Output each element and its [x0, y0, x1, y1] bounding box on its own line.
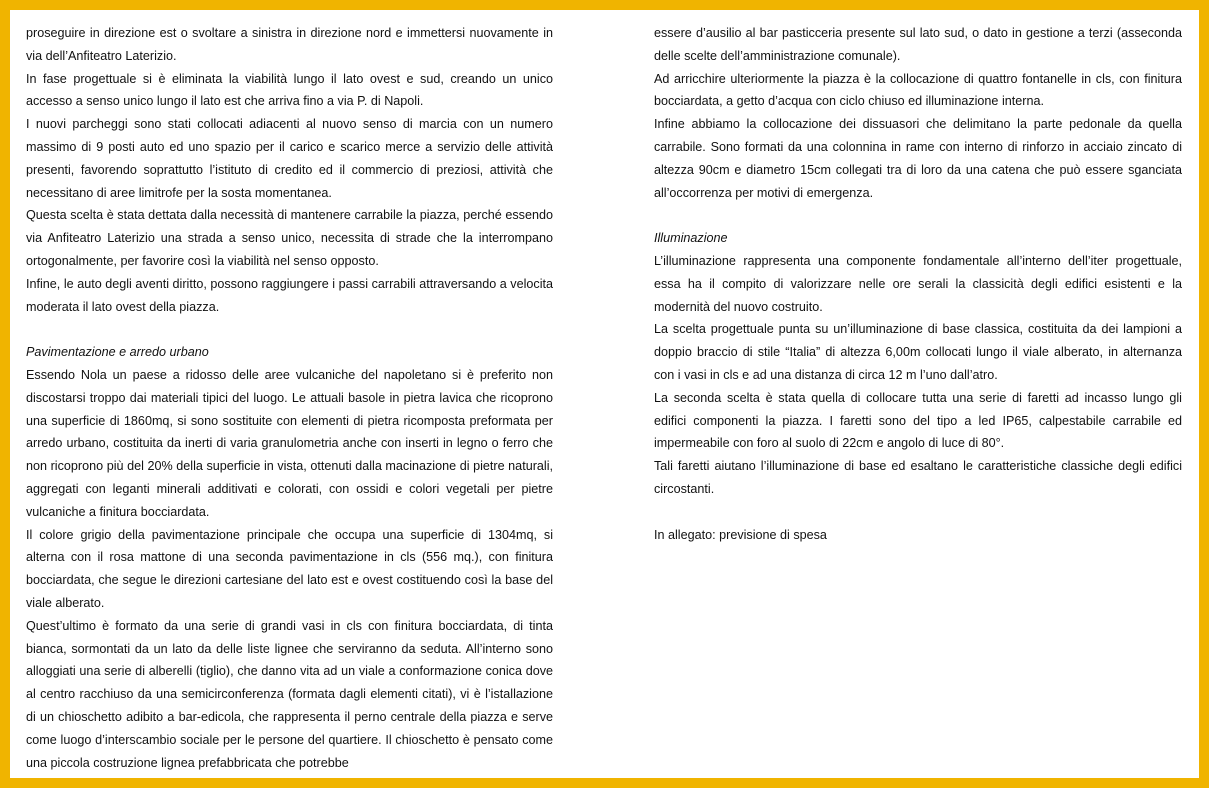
section-heading-paving: Pavimentazione e arredo urbano	[26, 345, 209, 360]
paragraph: Questa scelta è stata dettata dalla necessità di mantenere carrabile la piazza, perché essendo via Anfiteatro Laterizio una strada a senso unico, necessita di strade che la interrompano ortogonalmente, per favorire così la viabilità nel senso opposto.	[26, 208, 553, 268]
right-column	[654, 22, 1182, 546]
paragraph: Essendo Nola un paese a ridosso delle aree vulcaniche del napoletano si è preferito non discostarsi troppo dai materiali tipici del luogo. Le attuali basole in pietra lavica che ricoprono una superficie di 1860mq, si sono sostituite con elementi di pietra ricomposta preformata per arredo urbano, costituita da inerti di varia granulometria anche con inserti in legno o ferro che non ricoprono più del 20% della superficie in vista, ottenuti dalla macinazione di pietre naturali, aggregati con leganti minerali additivati e colorati, con ossidi e colori vegetali per pietre vulcaniche a finitura bocciardata.	[26, 367, 553, 519]
paragraph: I nuovi parcheggi sono stati collocati adiacenti al nuovo senso di marcia con un numero massimo di 9 posti auto ed uno spazio per il carico e scarico merce a servizio delle attività presenti, favorendo soprattutto l’istituto di credito ed il commercio di preziosi, attività che necessitano di aree limitrofe per la sosta momentanea.	[26, 117, 553, 200]
paragraph: Infine abbiamo la collocazione dei dissuasori che delimitano la parte pedonale da quella carrabile. Sono formati da una colonnina in rame con interno di rinforzo in acciaio zincato di altezza 90cm e diametro 15cm collegati tra di loro da una catena che può essere sganciata all’occorrenza per motivi di emergenza.	[654, 117, 1182, 200]
spacer	[26, 318, 553, 341]
paragraph: Il colore grigio della pavimentazione principale che occupa una superficie di 1304mq, si alterna con il rosa mattone di una seconda pavimentazione in cls (556 mq.), con finitura bocciardata, che segue le direzioni cartesiane del lato est e ovest costituendo così la base del viale alberato.	[26, 527, 553, 610]
paragraph: essere d’ausilio al bar pasticceria presente sul lato sud, o dato in gestione a terzi (asseconda delle scelte dell’amministrazione comunale).	[654, 26, 1182, 63]
paragraph: proseguire in direzione est o svoltare a sinistra in direzione nord e immettersi nuovamente in via dell’Anfiteatro Laterizio.	[26, 26, 553, 63]
paragraph: La seconda scelta è stata quella di collocare tutta una serie di faretti ad incasso lungo gli edifici componenti la piazza. I faretti sono del tipo a led IP65, calpestabile carrabile ed impermeabile con foro al suolo di 22cm e angolo di luce di 80°.	[654, 390, 1182, 451]
attachment-note: In allegato: previsione di spesa	[654, 527, 827, 542]
spacer	[654, 204, 1182, 227]
paragraph: Infine, le auto degli aventi diritto, possono raggiungere i passi carrabili attraversando a velocita moderata il lato ovest della piazza.	[26, 276, 553, 314]
left-column	[26, 22, 553, 774]
spacer	[654, 501, 1182, 524]
paragraph: La scelta progettuale punta su un’illuminazione di base classica, costituita da dei lampioni a doppio braccio di stile “Italia” di altezza 6,00m collocati lungo il viale alberato, in alternanza con i vasi in cls e ad una distanza di circa 12 m l’uno dall’atro.	[654, 322, 1182, 382]
paragraph: L’illuminazione rappresenta una componente fondamentale all’interno dell’iter progettuale, essa ha il compito di valorizzare nelle ore serali la classicità degli edifici esistenti e la modernità del nuovo costruito.	[654, 253, 1182, 314]
section-heading-lighting: Illuminazione	[654, 231, 728, 246]
paragraph: Tali faretti aiutano l’illuminazione di base ed esaltano le caratteristiche classiche degli edifici circostanti.	[654, 459, 1182, 496]
paragraph: Quest’ultimo è formato da una serie di grandi vasi in cls con finitura bocciardata, di tinta bianca, sormontati da un lato da delle liste lignee che serviranno da seduta. All’interno sono alloggiati una serie di alberelli (tiglio), che danno vita ad un viale a conformazione conica dove al centro racchiuso da una semicirconferenza (formata dagli elementi citati), vi è l’istallazione di un chioschetto adibito a bar-edicola, che rappresenta il perno centrale della piazza e serve come luogo d’interscambio sociale per le persone del quartiere. Il chioschetto è pensato come una piccola costruzione lignea prefabbricata che potrebbe	[26, 618, 553, 770]
document-page	[10, 10, 1199, 778]
paragraph: In fase progettuale si è eliminata la viabilità lungo il lato ovest e sud, creando un unico accesso a senso unico lungo il lato est che arriva fino a via P. di Napoli.	[26, 71, 553, 109]
paragraph: Ad arricchire ulteriormente la piazza è la collocazione di quattro fontanelle in cls, con finitura bocciardata, a getto d’acqua con ciclo chiuso ed illuminazione interna.	[654, 71, 1182, 109]
